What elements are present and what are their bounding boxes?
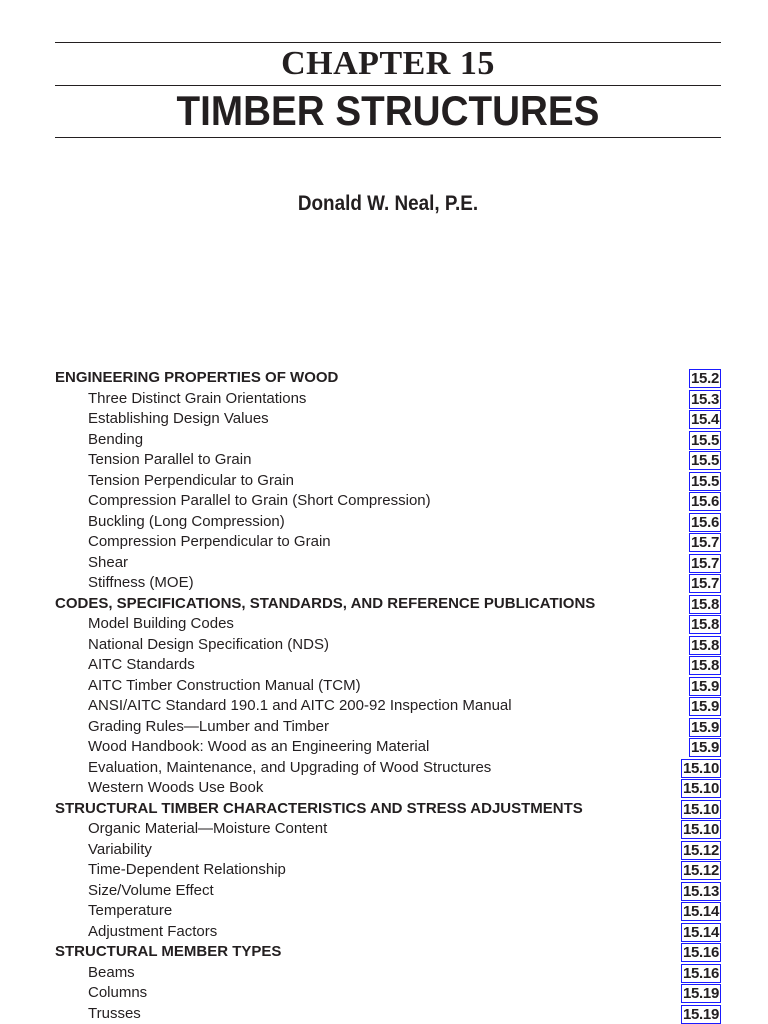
toc-subsection-row xyxy=(55,450,721,471)
toc-page-link[interactable]: 15.12 xyxy=(682,841,719,859)
toc-page-link[interactable]: 15.8 xyxy=(691,616,719,633)
toc-subsection-row xyxy=(55,553,721,574)
toc-page-link[interactable]: 15.14 xyxy=(682,903,719,920)
toc-subsection-row xyxy=(55,696,721,717)
author-name: Donald W. Neal, P.E. xyxy=(297,192,479,215)
toc-subsection-title: Buckling (Long Compression) xyxy=(88,512,285,530)
toc-subsection-title: Variability xyxy=(88,840,152,858)
toc-subsection-title: Wood Handbook: Wood as an Engineering Material xyxy=(88,738,430,755)
toc-page-link[interactable]: 15.9 xyxy=(691,677,719,695)
toc-subsection-title: AITC Timber Construction Manual (TCM) xyxy=(88,676,361,694)
toc-subsection-row xyxy=(55,860,721,881)
toc-subsection-title: Compression Perpendicular to Grain xyxy=(88,533,331,550)
toc-section-row xyxy=(55,594,721,615)
toc-page-link[interactable]: 15.3 xyxy=(691,390,719,408)
toc-subsection-row xyxy=(55,983,721,1004)
toc-page-link[interactable]: 15.9 xyxy=(691,718,719,736)
toc-subsection-row xyxy=(55,963,721,984)
toc-section-title: STRUCTURAL MEMBER TYPES xyxy=(55,943,282,960)
top-rule xyxy=(55,42,721,43)
toc-page-link[interactable]: 15.5 xyxy=(691,452,719,469)
toc-subsection-row xyxy=(55,819,721,840)
toc-page-link[interactable]: 15.7 xyxy=(691,575,719,592)
toc-page-link[interactable]: 15.14 xyxy=(682,923,719,941)
table-of-contents xyxy=(55,368,721,1024)
toc-page-link[interactable]: 15.8 xyxy=(691,657,719,674)
toc-subsection-row xyxy=(55,614,721,635)
toc-subsection-row xyxy=(55,409,721,430)
bottom-rule xyxy=(55,137,721,138)
chapter-label: CHAPTER 15 xyxy=(281,45,495,82)
toc-subsection-row xyxy=(55,430,721,451)
toc-subsection-title: Organic Material—Moisture Content xyxy=(88,820,328,837)
toc-section-title: STRUCTURAL TIMBER CHARACTERISTICS AND STRESS ADJUSTMENTS xyxy=(55,799,583,817)
toc-subsection-row xyxy=(55,717,721,738)
toc-subsection-title: Evaluation, Maintenance, and Upgrading of Wood Structures xyxy=(88,758,492,776)
toc-subsection-title: Model Building Codes xyxy=(88,615,234,632)
toc-page-link[interactable]: 15.8 xyxy=(691,595,719,613)
toc-subsection-row xyxy=(55,491,721,512)
toc-subsection-row xyxy=(55,1004,721,1024)
toc-section-row xyxy=(55,799,721,820)
toc-page-link[interactable]: 15.6 xyxy=(691,493,719,510)
toc-page-link[interactable]: 15.12 xyxy=(682,862,719,879)
toc-subsection-title: Tension Parallel to Grain xyxy=(88,451,252,468)
toc-page-link[interactable]: 15.2 xyxy=(691,370,719,387)
toc-subsection-title: Stiffness (MOE) xyxy=(88,574,194,591)
toc-page-link[interactable]: 15.10 xyxy=(682,800,719,818)
toc-subsection-title: Columns xyxy=(88,984,148,1001)
toc-subsection-title: Temperature xyxy=(88,902,173,919)
toc-section-title: ENGINEERING PROPERTIES OF WOOD xyxy=(55,369,339,386)
toc-page-link[interactable]: 15.4 xyxy=(691,411,719,428)
toc-subsection-row xyxy=(55,840,721,861)
toc-subsection-row xyxy=(55,635,721,656)
toc-subsection-title: Time-Dependent Relationship xyxy=(88,861,286,878)
toc-subsection-title: Grading Rules—Lumber and Timber xyxy=(88,717,329,735)
toc-subsection-row xyxy=(55,471,721,492)
toc-subsection-title: Trusses xyxy=(88,1004,141,1022)
toc-page-link[interactable]: 15.19 xyxy=(682,1005,719,1023)
toc-page-link[interactable]: 15.10 xyxy=(682,759,719,777)
toc-subsection-row xyxy=(55,758,721,779)
toc-subsection-title: Tension Perpendicular to Grain xyxy=(88,471,294,489)
toc-subsection-title: National Design Specification (NDS) xyxy=(88,635,329,653)
toc-section-title: CODES, SPECIFICATIONS, STANDARDS, AND REFERENCE PUBLICATIONS xyxy=(55,594,596,612)
toc-subsection-row xyxy=(55,901,721,922)
toc-subsection-row xyxy=(55,922,721,943)
chapter-title: TIMBER STRUCTURES xyxy=(176,87,600,134)
toc-page-link[interactable]: 15.7 xyxy=(691,554,719,572)
toc-subsection-row xyxy=(55,778,721,799)
toc-page-link[interactable]: 15.19 xyxy=(682,985,719,1002)
toc-page-link[interactable]: 15.10 xyxy=(682,780,719,797)
toc-section-row xyxy=(55,942,721,963)
toc-page-link[interactable]: 15.7 xyxy=(691,534,719,551)
toc-subsection-title: Bending xyxy=(88,430,144,448)
toc-subsection-row xyxy=(55,532,721,553)
toc-subsection-row xyxy=(55,655,721,676)
toc-page-link[interactable]: 15.6 xyxy=(691,513,719,531)
toc-subsection-row xyxy=(55,737,721,758)
toc-subsection-title: Adjustment Factors xyxy=(88,922,218,940)
toc-subsection-title: AITC Standards xyxy=(88,656,195,673)
toc-page-link[interactable]: 15.16 xyxy=(682,944,719,961)
toc-page-link[interactable]: 15.16 xyxy=(682,964,719,982)
toc-page-link[interactable]: 15.9 xyxy=(691,698,719,715)
toc-subsection-title: Size/Volume Effect xyxy=(88,881,214,899)
toc-page-link[interactable]: 15.13 xyxy=(682,882,719,900)
toc-subsection-title: Shear xyxy=(88,553,129,571)
toc-subsection-row xyxy=(55,881,721,902)
toc-subsection-row xyxy=(55,573,721,594)
toc-subsection-title: ANSI/AITC Standard 190.1 and AITC 200-92 Inspection Manual xyxy=(88,697,512,714)
toc-page-link[interactable]: 15.10 xyxy=(682,821,719,838)
toc-section-row xyxy=(55,368,721,389)
toc-subsection-row xyxy=(55,512,721,533)
toc-page-link[interactable]: 15.5 xyxy=(691,472,719,490)
toc-page-link[interactable]: 15.8 xyxy=(691,636,719,654)
toc-subsection-title: Establishing Design Values xyxy=(88,410,269,427)
toc-subsection-title: Beams xyxy=(88,963,135,981)
toc-subsection-title: Three Distinct Grain Orientations xyxy=(88,389,307,407)
toc-subsection-title: Compression Parallel to Grain (Short Compression) xyxy=(88,492,431,509)
toc-page-link[interactable]: 15.9 xyxy=(691,739,719,756)
toc-page-link[interactable]: 15.5 xyxy=(691,431,719,449)
toc-subsection-row xyxy=(55,389,721,410)
toc-subsection-title: Western Woods Use Book xyxy=(88,779,264,796)
toc-subsection-row xyxy=(55,676,721,697)
